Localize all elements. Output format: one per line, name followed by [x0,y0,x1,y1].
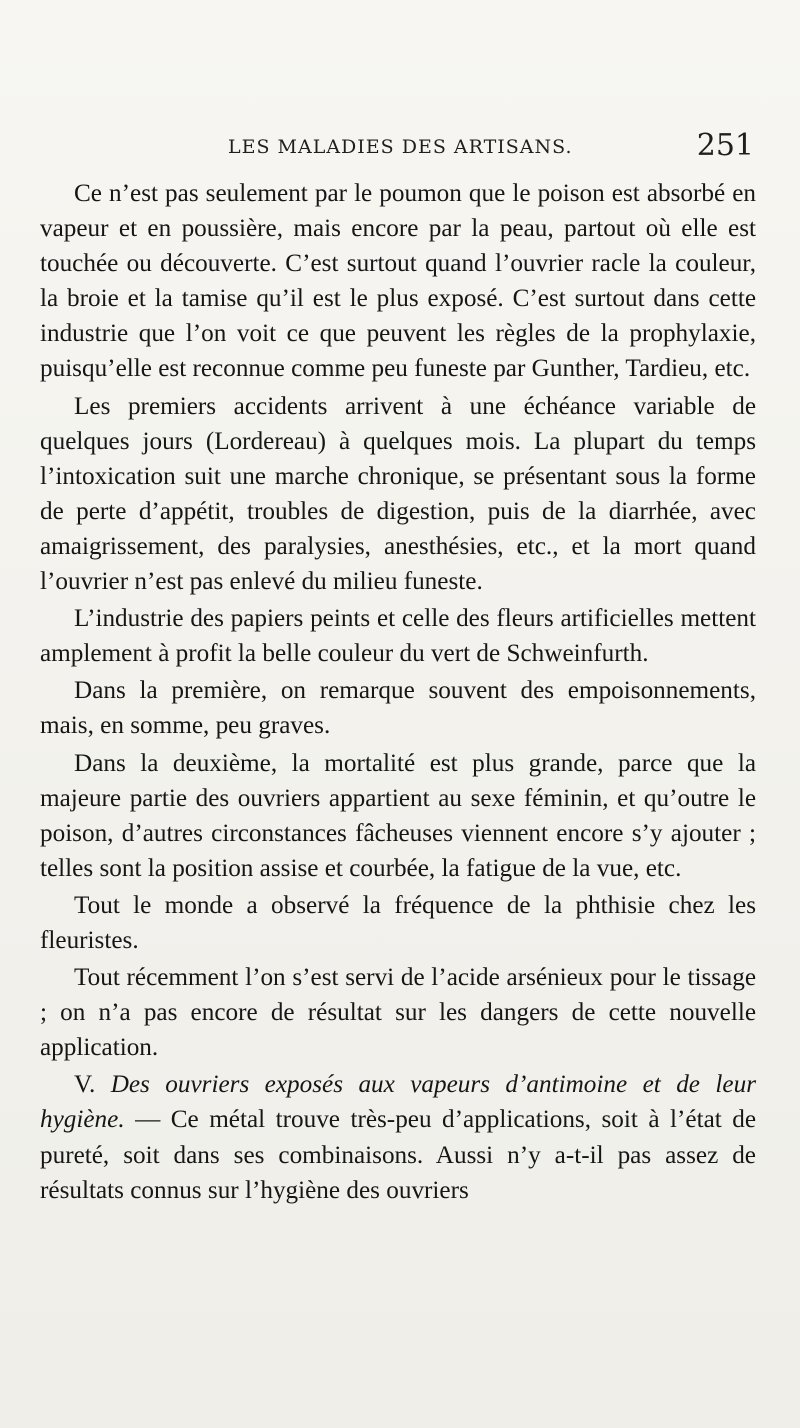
paragraph: L’industrie des papiers peints et celle des fleurs artificielles mettent amplement à profit la belle couleur du vert de Schweinfurth. [40,605,756,668]
section-text: — Ce métal trouve très-peu d’applications, soit à l’état de pureté, soit dans ses combinaisons. Aussi n’y a-t-il pas assez de résultats connus sur l’hygiène des ouvriers [40,1106,756,1204]
paragraph: Tout le monde a observé la fréquence de la phthisie chez les fleuristes. [40,891,756,954]
section-number: V. [74,1071,96,1099]
section-paragraph [40,1067,756,1207]
paragraph: Dans la première, on remarque souvent des empoisonnements, mais, en somme, peu graves. [40,677,756,740]
section-title: Des ouvriers exposés aux vapeurs d’antimoine et de leur hygiène. [40,1071,756,1134]
paragraph: Les premiers accidents arrivent à une échéance variable de quelques jours (Lordereau) à quelques mois. La plupart du temps l’intoxication suit une marche chronique, se présentant sous la forme de perte d’appétit, troubles de digestion, puis de la diarrhée, avec amaigrissement, des paralysies, anesthésies, etc., et la mort quand l’ouvrier n’est pas enlevé du milieu funeste. [40,392,756,596]
paragraph: Ce n’est pas seulement par le poumon que le poison est absorbé en vapeur et en poussière, mais encore par la peau, partout où elle est touchée ou découverte. C’est surtout quand l’ouvrier racle la couleur, la broie et la tamise qu’il est le plus exposé. C’est surtout dans cette industrie que l’on voit ce que peuvent les règles de la prophylaxie, puisqu’elle est reconnue comme peu funeste par Gunther, Tardieu, etc. [40,180,756,383]
paragraph: Dans la deuxième, la mortalité est plus grande, parce que la majeure partie des ouvriers appartient au sexe féminin, et qu’outre le poison, d’autres circonstances fâcheuses viennent encore s’y ajouter ; telles sont la position assise et courbée, la fatigue de la vue, etc. [40,749,756,882]
paragraph: Tout récemment l’on s’est servi de l’acide arsénieux pour le tissage ; on n’a pas encore de résultat sur les dangers de cette nouvelle application. [40,964,756,1062]
page-number: 251 [696,128,754,163]
page-header [40,124,754,174]
running-head: LES MALADIES DES ARTISANS. [228,136,573,158]
page-body [40,176,756,1210]
